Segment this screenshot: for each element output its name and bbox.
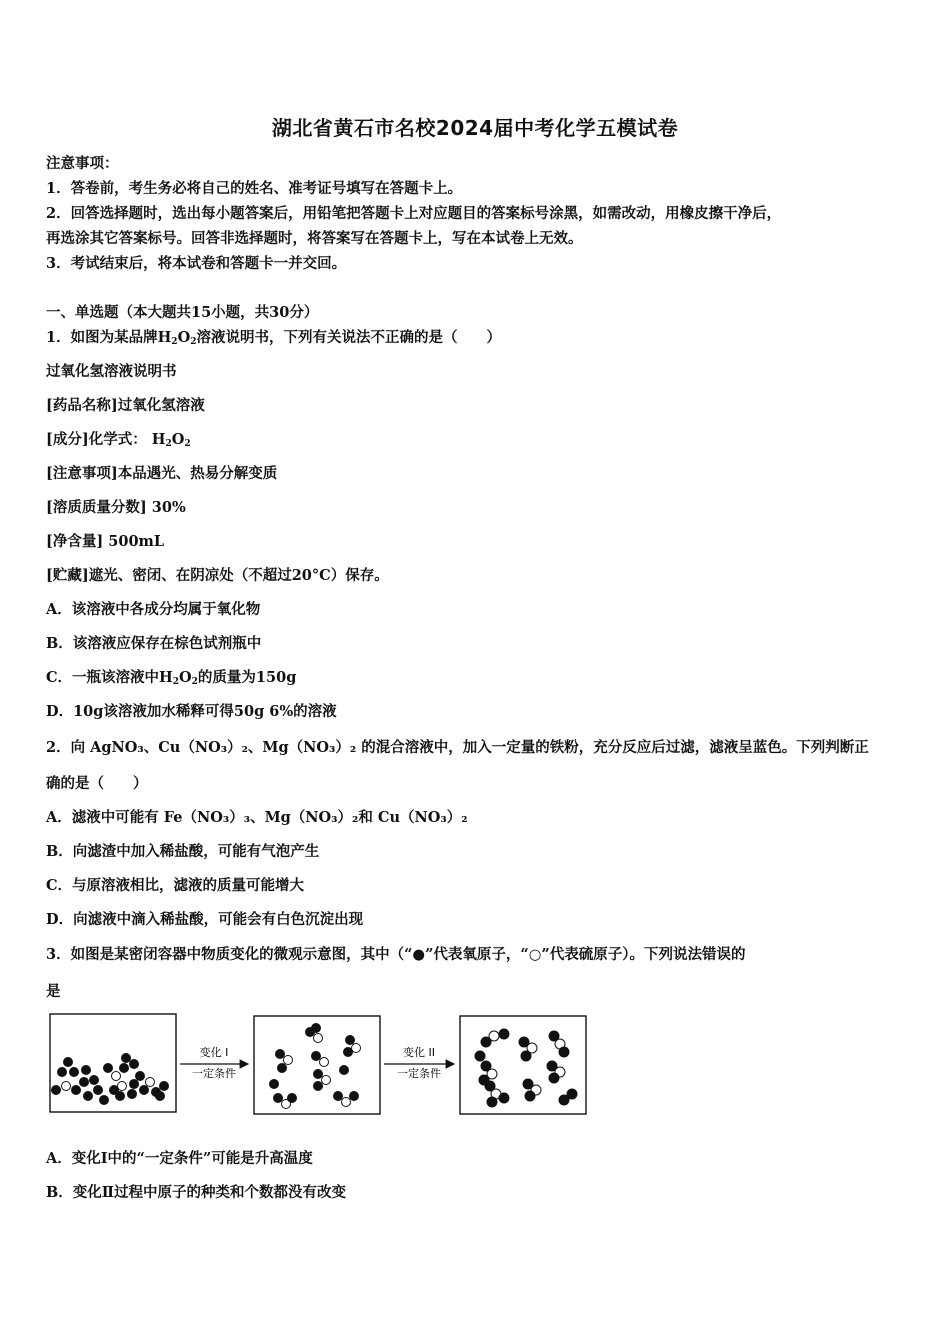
q2-option-a: A．滤液中可能有 Fe（NO₃）₃、Mg（NO₃）₂和 Cu（NO₃）₂ — [46, 809, 468, 826]
q2-option-d: D．向滤液中滴入稀盐酸，可能会有白色沉淀出现 — [46, 911, 364, 928]
q1-label-title: 过氧化氢溶液说明书 — [46, 363, 177, 380]
q3-stem-line1: 3．如图是某密闭容器中物质变化的微观示意图，其中（“●”代表氧原子，“○”代表硫原子）。下列说法错误的 — [46, 946, 746, 963]
q2-option-c: C．与原溶液相比，滤液的质量可能增大 — [46, 877, 305, 894]
arrow2-bottom-label: 一定条件 — [397, 1067, 441, 1080]
molecule-diagram — [48, 1010, 593, 1122]
q1-option-c: C．一瓶该溶液中$H_2O_2$的质量为150g — [46, 669, 297, 687]
notice-heading: 注意事项： — [46, 155, 119, 172]
q1-name-line: [药品名称]过氧化氢溶液 — [46, 397, 205, 414]
q1-option-d: D．10g该溶液加水稀释可得50g 6%的溶液 — [46, 703, 337, 720]
notice-item-1: 1．答卷前，考生务必将自己的姓名、准考证号填写在答题卡上。 — [46, 180, 463, 197]
q3-option-a: A．变化Ⅰ中的“一定条件”可能是升高温度 — [46, 1150, 313, 1167]
arrow2-top-label: 变化 II — [403, 1046, 435, 1059]
arrow1-bottom-label: 一定条件 — [192, 1067, 236, 1080]
section-heading: 一、单选题（本大题共15小题，共30分） — [46, 304, 319, 321]
q1-storage-line: [贮藏]遮光、密闭、在阴凉处（不超过20°C）保存。 — [46, 567, 389, 584]
q1-option-a: A．该溶液中各成分均属于氧化物 — [46, 601, 261, 618]
q1-net-content-line: [净含量] 500mL — [46, 533, 165, 550]
q1-mass-fraction-line: [溶质质量分数] 30% — [46, 499, 186, 516]
q1-stem: 1．如图为某品牌$H_2O_2$溶液说明书，下列有关说法不正确的是（ ） — [46, 329, 501, 347]
notice-item-2-cont: 再选涂其它答案标号。回答非选择题时，将答案写在答题卡上，写在本试卷上无效。 — [46, 230, 583, 247]
q2-stem-line1: 2．向 AgNO₃、Cu（NO₃）₂、Mg（NO₃）₂ 的混合溶液中，加入一定量的铁粉，充分反应后过滤，滤液呈蓝色。下列判断正 — [46, 739, 869, 756]
q2-stem-line2: 确的是（ ） — [46, 775, 148, 792]
q3-stem-line2: 是 — [46, 983, 61, 1000]
q1-caution-line: [注意事项]本品遇光、热易分解变质 — [46, 465, 278, 482]
q1-option-b: B．该溶液应保存在棕色试剂瓶中 — [46, 635, 262, 652]
notice-item-3: 3．考试结束后，将本试卷和答题卡一并交回。 — [46, 255, 347, 272]
notice-item-2: 2．回答选择题时，选出每小题答案后，用铅笔把答题卡上对应题目的答案标号涂黑，如需改动，用橡皮擦干净后， — [46, 205, 782, 222]
page-title: 湖北省黄石市名校2024届中考化学五模试卷 — [271, 116, 679, 140]
q2-option-b: B．向滤渣中加入稀盐酸，可能有气泡产生 — [46, 843, 320, 860]
q1-formula-line: [成分]化学式： $H_2O_2$ — [46, 431, 191, 449]
q3-option-b: B．变化Ⅱ过程中原子的种类和个数都没有改变 — [46, 1184, 346, 1201]
arrow1-top-label: 变化 I — [199, 1046, 229, 1059]
